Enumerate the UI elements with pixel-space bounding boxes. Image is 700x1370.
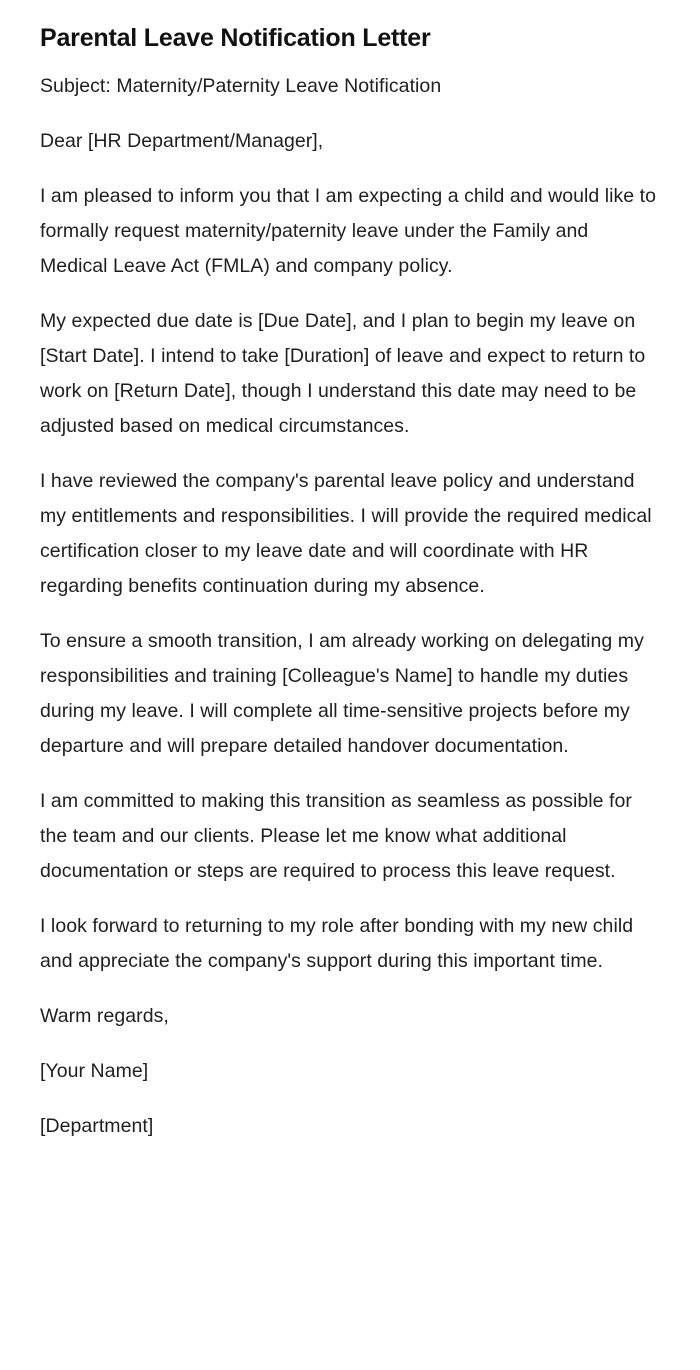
signature-department: [Department]: [40, 1115, 154, 1137]
body-paragraph-2: My expected due date is [Due Date], and I plan to begin my leave on [Start Date]. I intend to take [Duration] of leave and expect to return to work on [Return Date], though I understand this date may need to be adjusted based on medical circumstances.: [40, 310, 646, 437]
subject-line: Subject: Maternity/Paternity Leave Notification: [40, 75, 442, 97]
closing: Warm regards,: [40, 1005, 169, 1027]
body-paragraph-4: To ensure a smooth transition, I am already working on delegating my responsibilities and training [Colleague's Name] to handle my duties during my leave. I will complete all time-sensitive projects before my departure and will prepare detailed handover documentation.: [40, 630, 644, 757]
body-paragraph-3: I have reviewed the company's parental leave policy and understand my entitlements and responsibilities. I will provide the required medical certification closer to my leave date and will coordinate with HR regarding benefits continuation during my absence.: [40, 470, 652, 597]
body-paragraph-1: I am pleased to inform you that I am expecting a child and would like to formally request maternity/paternity leave under the Family and Medical Leave Act (FMLA) and company policy.: [40, 185, 657, 277]
page-title: Parental Leave Notification Letter: [40, 24, 431, 52]
body-paragraph-6: I look forward to returning to my role after bonding with my new child and appreciate the company's support during this important time.: [40, 915, 634, 972]
salutation: Dear [HR Department/Manager],: [40, 130, 324, 152]
body-paragraph-5: I am committed to making this transition as seamless as possible for the team and our clients. Please let me know what additional documentation or steps are required to process this leave request.: [40, 790, 632, 882]
signature-name: [Your Name]: [40, 1060, 149, 1082]
